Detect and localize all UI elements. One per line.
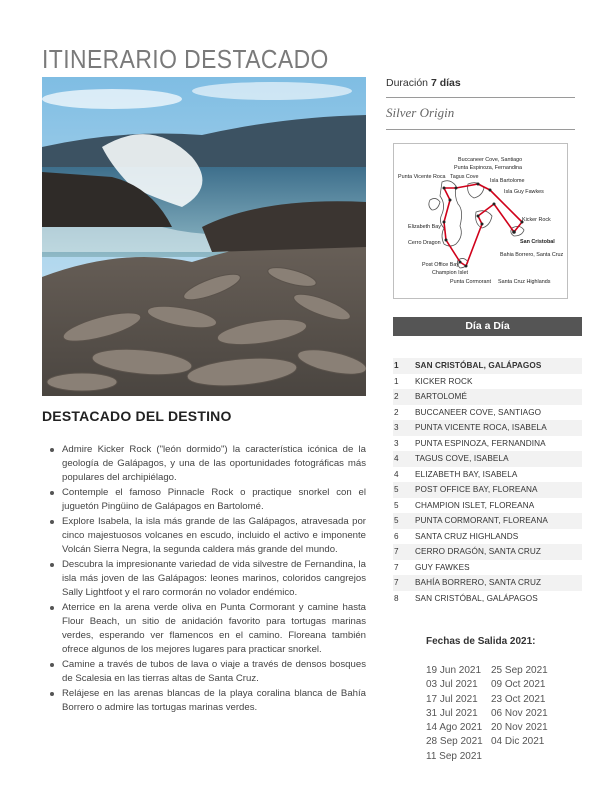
stop-dot [455, 187, 458, 190]
table-row [393, 498, 582, 514]
destination-photo [42, 77, 366, 396]
divider [386, 129, 575, 130]
place-name: SANTA CRUZ HIGHLANDS [415, 531, 519, 541]
itinerary-header: Día a Día [393, 317, 582, 336]
table-row [393, 436, 582, 452]
map-label: Champion Islet [432, 270, 468, 276]
day-number: 4 [394, 454, 399, 464]
place-name: GUY FAWKES [415, 562, 470, 572]
table-row [393, 544, 582, 560]
map-label: Tagus Cove [450, 174, 479, 180]
stop-dot [443, 187, 446, 190]
stop-dot [443, 221, 446, 224]
place-name: ELIZABETH BAY, ISABELA [415, 469, 518, 479]
day-number: 1 [394, 376, 399, 386]
ship-name: Silver Origin [386, 105, 455, 120]
island-fernandina [429, 198, 440, 210]
place-name: PUNTA VICENTE ROCA, ISABELA [415, 423, 547, 433]
place-name: KICKER ROCK [415, 376, 473, 386]
stop-dot [477, 183, 480, 186]
island-santacruz [476, 211, 492, 228]
destination-heading: DESTACADO DEL DESTINO [42, 408, 232, 424]
departure-date: 31 Jul 2021 [426, 707, 478, 719]
stop-dot [449, 199, 452, 202]
day-number: 7 [394, 547, 399, 557]
place-name: BARTOLOMÉ [415, 392, 468, 402]
itinerary-table [393, 358, 582, 606]
map-label: San Cristobal [520, 239, 555, 245]
list-item: Explore Isabela, la isla más grande de las Galápagos, atravesada por cinco majestuosos volcanes en escudo, incluido el activo e imponente Volcán Sierra Negra, la segunda caldera más grande del mundo. [48, 515, 366, 557]
map-label: Elizabeth Bay [408, 224, 441, 230]
departure-date: 14 Ago 2021 [426, 722, 483, 734]
place-name: CERRO DRAGÓN, SANTA CRUZ [415, 547, 541, 557]
day-number: 2 [394, 392, 399, 402]
map-label: Santa Cruz Highlands [498, 279, 551, 285]
table-row [393, 482, 582, 498]
departures-column-2 [491, 664, 548, 750]
stop-dot [512, 230, 516, 234]
place-name: TAGUS COVE, ISABELA [415, 454, 509, 464]
map-label: Punta Cormorant [450, 279, 492, 285]
place-name: BAHÍA BORRERO, SANTA CRUZ [415, 578, 542, 588]
departures-column-1 [426, 664, 483, 764]
departure-date: 20 Nov 2021 [491, 722, 548, 734]
place-name: SAN CRISTÓBAL, GALÁPAGOS [415, 593, 538, 603]
table-row [393, 467, 582, 483]
map-label: Buccaneer Cove, Santiago [458, 157, 523, 163]
list-item: Camine a través de tubos de lava o viaje a través de densos bosques de Scalesia en las tierras altas de Santa Cruz. [48, 658, 366, 686]
map-label: Isla Guy Fawkes [504, 189, 544, 195]
list-item: Aterrice en la arena verde oliva en Punta Cormorant y camine hasta Flour Beach, un sitio de anidación favorito para tortugas marinas verdes, esperando ver flamencos en el camino. Floreana también ofrece algunos de los mejores lugares para practicar snorkel. [48, 601, 366, 657]
table-row [393, 374, 582, 390]
list-item: Admire Kicker Rock ("león dormido") la característica icónica de la geología de Galápagos, y una de las oportunidades fotográficas más populares del archipiélago. [48, 443, 366, 485]
day-number: 3 [394, 438, 399, 448]
page-title: ITINERARIO DESTACADO [42, 44, 329, 74]
table-row [393, 358, 582, 374]
map-label: Kicker Rock [522, 217, 551, 223]
table-row [393, 529, 582, 545]
departure-date: 25 Sep 2021 [491, 665, 548, 676]
departure-date: 23 Oct 2021 [491, 693, 546, 705]
table-row [393, 575, 582, 591]
place-name: CHAMPION ISLET, FLOREANA [415, 500, 535, 510]
trip-duration [386, 77, 461, 89]
departure-date: 04 Dic 2021 [491, 736, 545, 748]
place-name: SAN CRISTÓBAL, GALÁPAGOS [415, 361, 542, 371]
stop-dot [445, 239, 448, 242]
day-number: 5 [394, 485, 399, 495]
place-name: PUNTA ESPINOZA, FERNANDINA [415, 438, 546, 448]
map-label: Punta Vicente Roca [398, 174, 446, 180]
stop-dot [465, 265, 468, 268]
place-name: BUCCANEER COVE, SANTIAGO [415, 407, 542, 417]
stop-dot [489, 189, 492, 192]
place-name: POST OFFICE BAY, FLOREANA [415, 485, 538, 495]
table-row [393, 560, 582, 576]
stop-dot [493, 203, 496, 206]
stop-dot [481, 223, 484, 226]
route-map [393, 143, 568, 299]
departure-date: 28 Sep 2021 [426, 736, 483, 748]
departure-date: 17 Jul 2021 [426, 693, 478, 705]
departure-date: 19 Jun 2021 [426, 665, 482, 676]
divider [386, 97, 575, 98]
day-number: 8 [394, 593, 399, 603]
departure-date: 09 Oct 2021 [491, 679, 546, 691]
day-number: 6 [394, 531, 399, 541]
table-row [393, 405, 582, 421]
day-number: 7 [394, 578, 399, 588]
departure-date: 06 Nov 2021 [491, 707, 548, 719]
departure-date: 03 Jul 2021 [426, 679, 478, 691]
day-number: 1 [394, 361, 399, 371]
map-label: Isla Bartolome [490, 178, 525, 184]
map-label: Bahia Borrero, Santa Cruz [500, 252, 564, 258]
place-name: PUNTA CORMORANT, FLOREANA [415, 516, 548, 526]
list-item: Relájese en las arenas blancas de la playa coralina blanca de Bahía Borrero o admire las tortugas marinas verdes. [48, 687, 366, 715]
map-label: Post Office Bay [422, 262, 460, 268]
table-row [393, 420, 582, 436]
table-row [393, 591, 582, 607]
day-number: 2 [394, 407, 399, 417]
departures-title: Fechas de Salida 2021: [426, 636, 536, 647]
duration-value: 7 días [430, 77, 461, 89]
stop-dot [477, 215, 480, 218]
day-number: 5 [394, 500, 399, 510]
list-item: Contemple el famoso Pinnacle Rock o practique snorkel con el juguetón Pingüino de Galápagos en Bartolomé. [48, 486, 366, 514]
day-number: 4 [394, 469, 399, 479]
duration-label: Duración [386, 77, 429, 89]
map-label: Cerro Dragon [408, 240, 441, 246]
day-number: 3 [394, 423, 399, 433]
list-item: Descubra la impresionante variedad de vida silvestre de Fernandina, la isla más joven de las Galápagos: leones marinos, coloridos cangrejos Sally Lightfoot y el raro cormorán no volador endémico. [48, 558, 366, 600]
table-row [393, 513, 582, 529]
day-number: 7 [394, 562, 399, 572]
highlights-list [48, 443, 366, 716]
departure-date: 11 Sep 2021 [426, 750, 482, 762]
table-row [393, 451, 582, 467]
map-label: Punta Espinoza, Fernandina [454, 165, 523, 171]
table-row [393, 389, 582, 405]
island-isabela [440, 181, 462, 246]
day-number: 5 [394, 516, 399, 526]
